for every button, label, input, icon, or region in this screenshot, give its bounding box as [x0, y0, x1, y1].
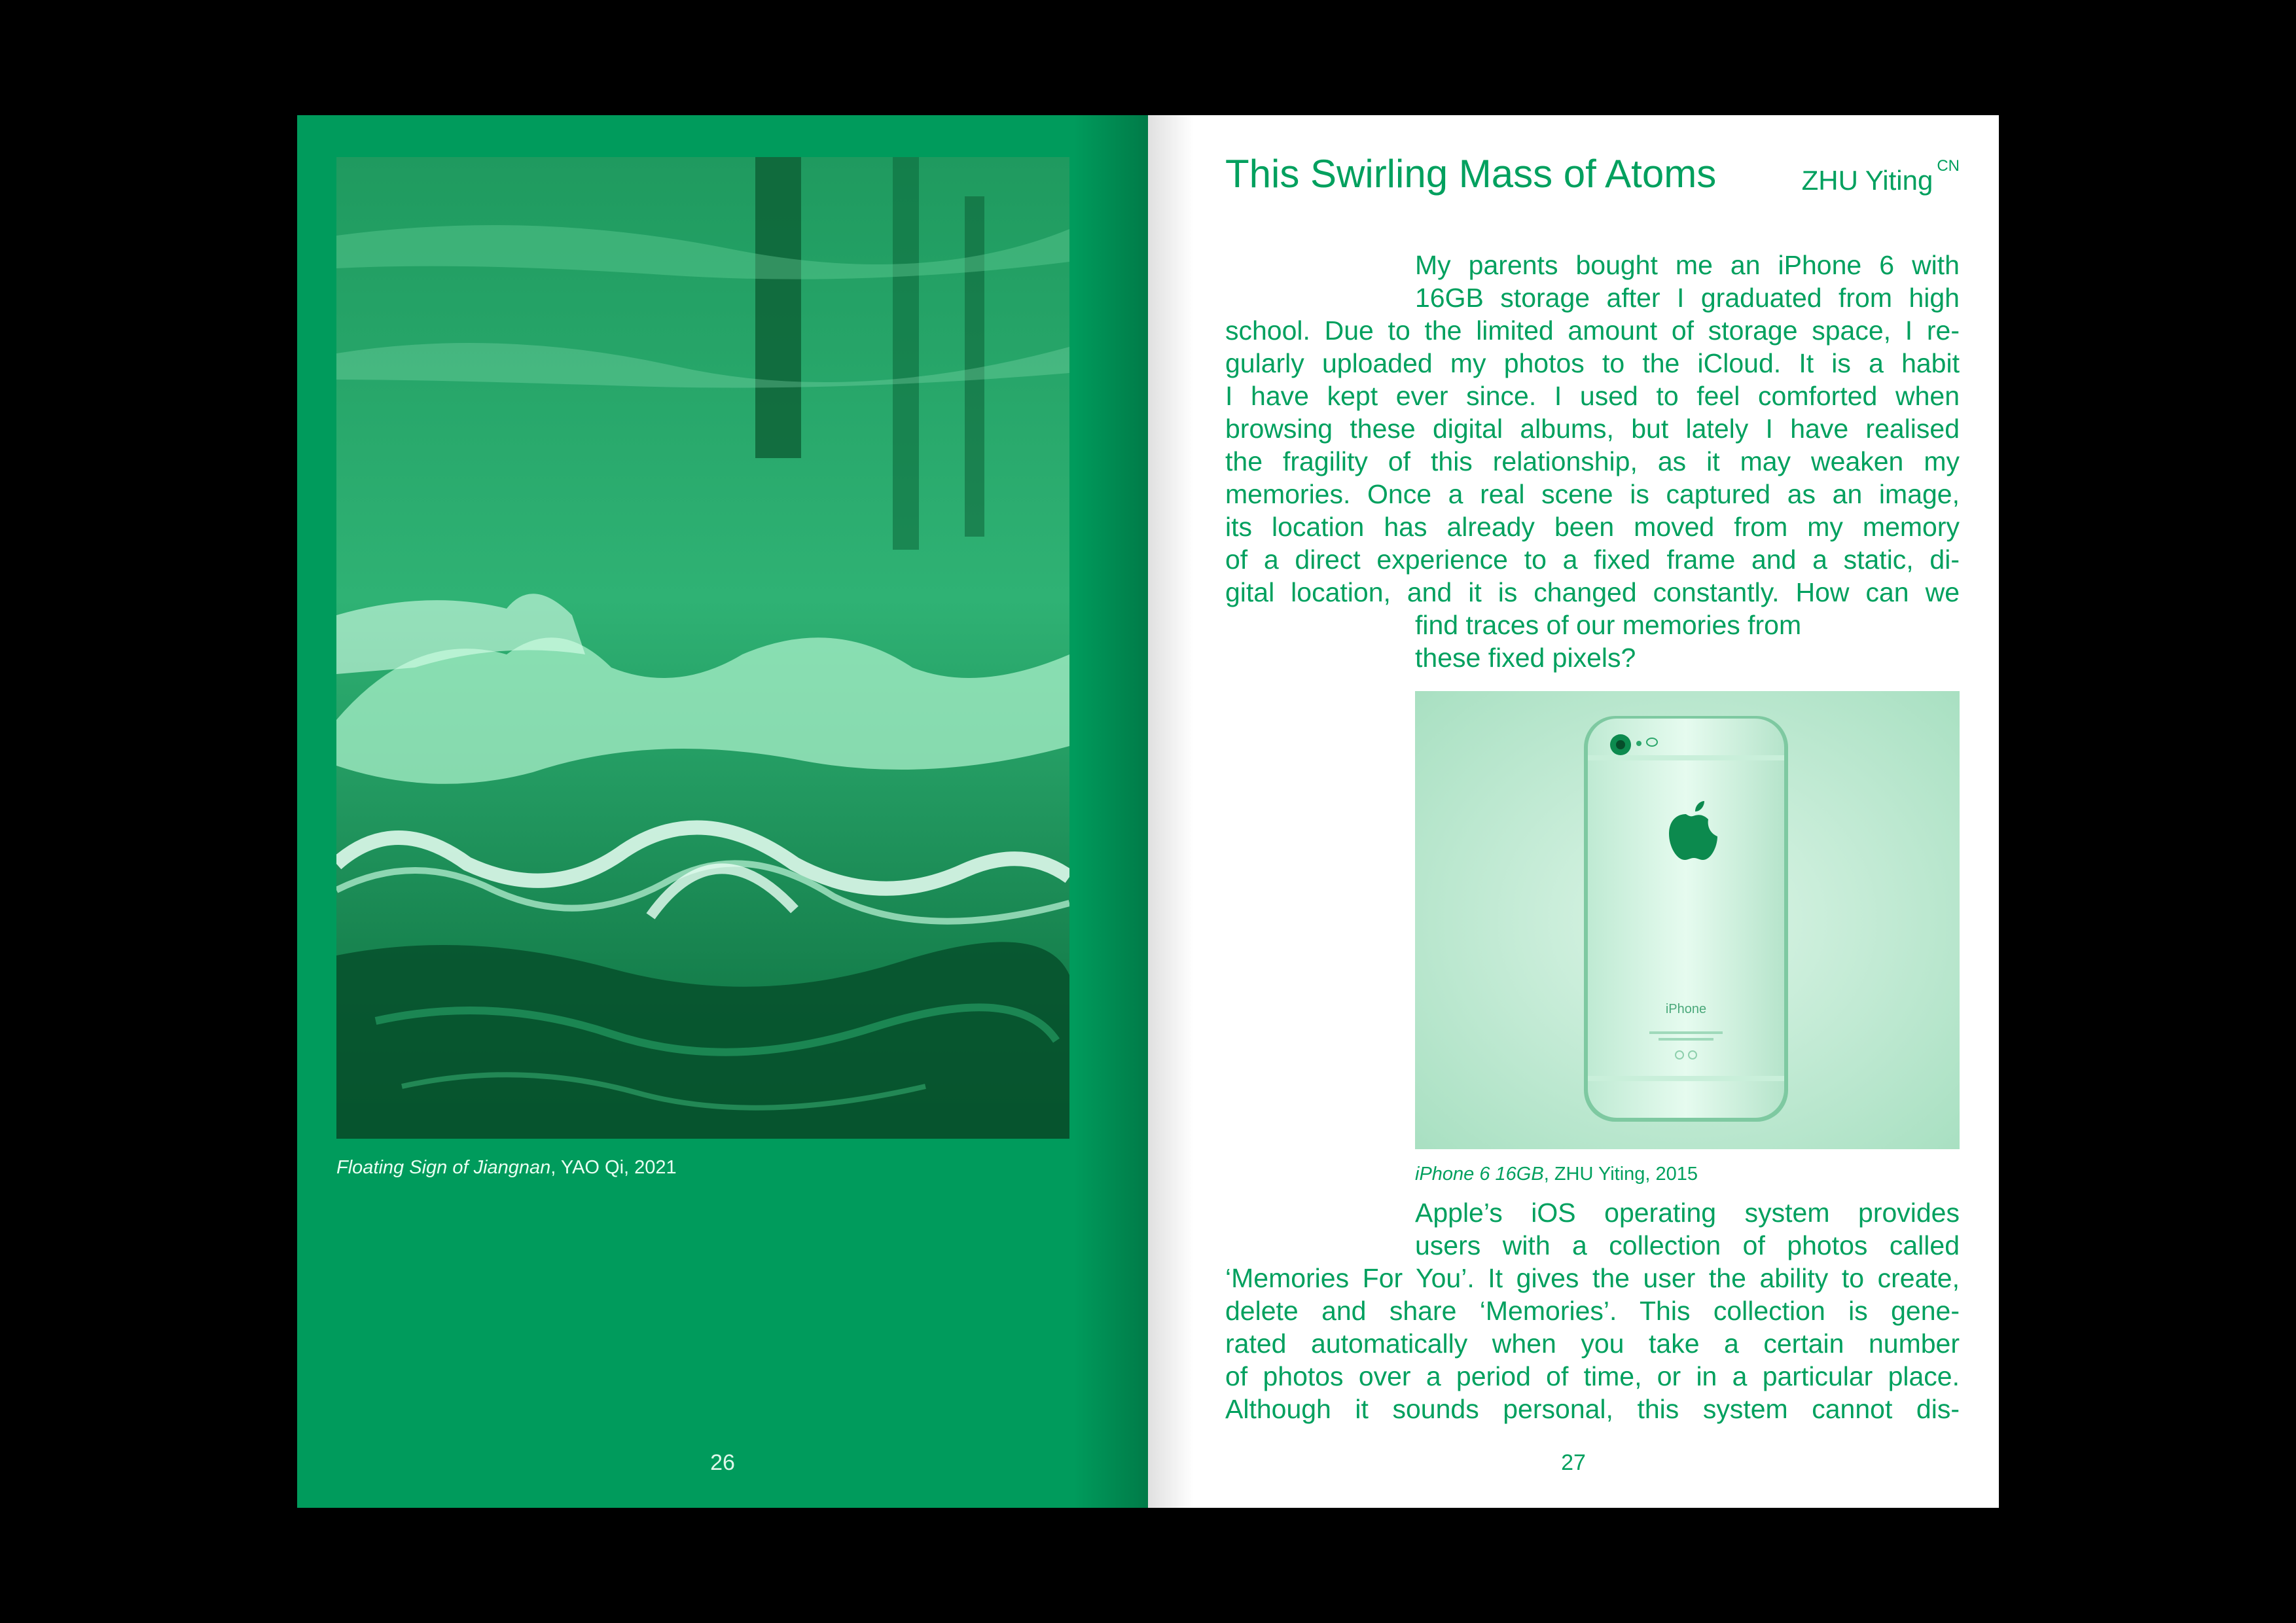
article-title: This Swirling Mass of Atoms — [1225, 152, 1717, 196]
paragraph-1 — [1225, 249, 1960, 674]
caption-title: Floating Sign of Jiangnan — [336, 1157, 551, 1178]
left-photo-caption — [336, 1156, 677, 1179]
paragraph-line: school. Due to the limited amount of storage space, I re- — [1225, 315, 1960, 346]
left-page — [297, 115, 1148, 1508]
right-page — [1148, 115, 1999, 1508]
paragraph-line: Although it sounds personal, this system cannot dis- — [1225, 1394, 1960, 1424]
paragraph-line: its location has already been moved from my memory — [1225, 512, 1960, 542]
paragraph-line: ‘Memories For You’. It gives the user the ability to create, — [1225, 1263, 1960, 1293]
paragraph-line: users with a collection of photos called — [1415, 1230, 1960, 1260]
page-number-right: 27 — [1561, 1450, 1586, 1475]
iphone-photo — [1415, 691, 1960, 1149]
paragraph-2 — [1225, 1196, 1960, 1425]
author-name: ZHU Yiting — [1801, 165, 1933, 196]
gutter-shadow — [1073, 115, 1148, 1508]
page-number-left: 26 — [710, 1450, 735, 1475]
paragraph-line: the fragility of this relationship, as it may weaken my — [1225, 446, 1960, 476]
paragraph-line: I have kept ever since. I used to feel comforted when — [1225, 381, 1960, 411]
paragraph-line: memories. Once a real scene is captured as an image, — [1225, 479, 1960, 509]
paragraph-line: My parents bought me an iPhone 6 with — [1415, 250, 1960, 280]
caption-title: iPhone 6 16GB — [1415, 1164, 1544, 1185]
right-photo-caption — [1415, 1162, 1698, 1186]
paragraph-line: gital location, and it is changed constantly. How can we — [1225, 577, 1960, 607]
paragraph-line: gularly uploaded my photos to the iCloud. It is a habit — [1225, 348, 1960, 378]
paragraph-line: browsing these digital albums, but lately I have realised — [1225, 414, 1960, 444]
caption-credit: , ZHU Yiting, 2015 — [1543, 1164, 1698, 1185]
article-author — [1802, 156, 1960, 200]
paragraph-line: of photos over a period of time, or in a particular place. — [1225, 1361, 1960, 1391]
floating-sign-photo — [336, 157, 1069, 1139]
paragraph-line: Apple’s iOS operating system provides — [1415, 1198, 1960, 1228]
paragraph-line: find traces of our memories from — [1415, 610, 1802, 640]
caption-credit: , YAO Qi, 2021 — [550, 1157, 677, 1178]
paragraph-line: 16GB storage after I graduated from high — [1415, 283, 1960, 313]
iphone-back-label: iPhone — [1665, 1002, 1707, 1016]
paragraph-line: these fixed pixels? — [1415, 643, 1636, 673]
paragraph-line: of a direct experience to a fixed frame and a static, di- — [1225, 544, 1960, 575]
gutter-shadow-right — [1148, 115, 1194, 1508]
author-country-tag: CN — [1937, 157, 1960, 175]
paragraph-line: delete and share ‘Memories’. This collection is gene- — [1225, 1296, 1960, 1326]
paragraph-line: rated automatically when you take a certain number — [1225, 1329, 1960, 1359]
